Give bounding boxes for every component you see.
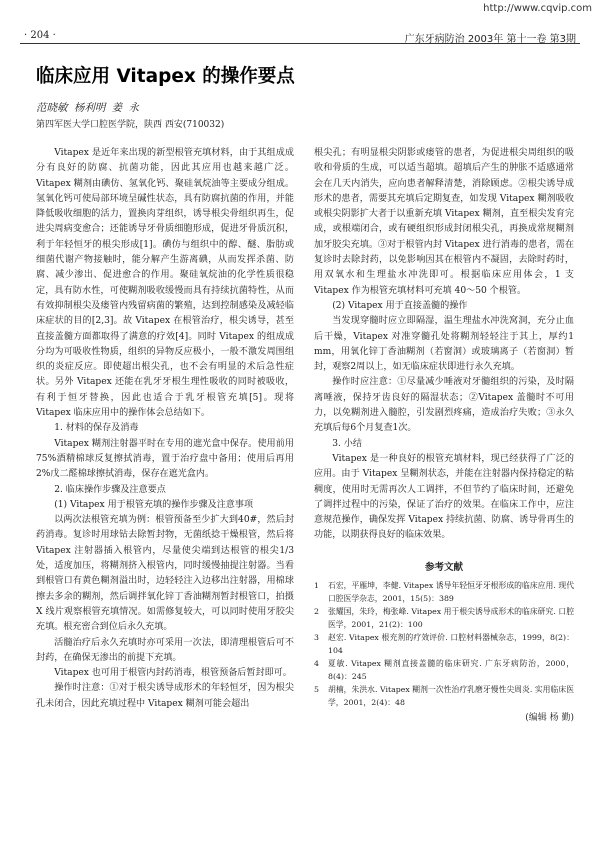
reference-text: 石宏，平雁坤，李健. Vitapex 诱导年轻恒牙牙根形成的临床应用. 现代口腔医学杂志，2001，15(5)：389 <box>328 581 574 604</box>
section-2-1-paragraph: 以两次法根管充填为例：根管预备至少扩大到40#，然后封药消毒。复诊时用球钻去除暂封物，无菌纸捻干燥根管，然后将 Vitapex 注射器插入根管内，尽量使尖端到达根管的根尖1/3处，适度加压，将糊剂挤入根管内，同时缓慢抽提注射器。当看到根管口有黄色糊剂溢出时，边轻轻注入边移出注射器，用棉球擦去多余的糊剂，然后调拌氧化锌丁香油糊剂暂封根管口，拍摄 X 线片观察根管充填情况。如需修复较大，可以同时使用牙胶尖充填。根充密合到位后永久充填。 <box>36 515 294 633</box>
right-column <box>314 146 574 826</box>
reference-number: 4 <box>314 659 319 669</box>
reference-number: 2 <box>314 607 319 617</box>
reference-list <box>314 579 574 709</box>
page-number: · 204 · <box>24 30 56 41</box>
continued-paragraph: 根尖孔；有明显根尖阴影或瘘管的患者，为促进根尖周组织的吸收和骨质的生成，可以适当超填。超填后产生的肿胀不适感通常会在几天内消失，应向患者解释清楚，消除顾虑。②根尖诱导成形术的患者，需要其充填后定期复查，如发现 Vitapex 糊剂吸收或根尖阴影扩大者于以重新充填 Vitapex 糊剂，直至根尖发育完成，或根端闭合，或有硬组织形成封闭根尖孔，再换成常规糊剂加牙胶尖充填。③对于根管内封 Vitapex 进行消毒的患者，需在复诊时去除封药，以免影响因其在根管内不凝固，去除时药时，用双氧水和生理盐水冲洗即可。根据临床应用体会，1 支 Vitapex 作为根管充填材料可充填 40～50 个根管。 <box>314 148 574 296</box>
reference-text: 张耀国，朱玲，梅张峰. Vitapex 用于根尖诱导成形术的临床研究. 口腔医学，2001，21(2)：100 <box>328 607 574 630</box>
references-heading: 参考文献 <box>424 561 463 573</box>
reference-item <box>314 683 574 709</box>
editor-note: (编辑 杨 勤) <box>525 713 574 724</box>
section-2-2-heading: (2) Vitapex 用于直接盖髓的操作 <box>332 300 468 311</box>
section-1-paragraph: Vitapex 糊剂注射器平时在专用的遮光盒中保存。使用前用75%酒精棉球反复擦拭消毒，置于治疗盘中备用；使用后再用2%戊二醛棉球擦拭消毒，保存在遮光盒内。 <box>36 438 294 480</box>
reference-item <box>314 579 574 605</box>
watermark-url: http://www.cqvip.com <box>483 3 592 14</box>
section-3-paragraph: Vitapex 是一种良好的根管充填材料，现已经获得了广泛的应用。由于 Vitapex 呈糊剂状态，并能在注射器内保持稳定的粘稠度，使用时无需再次人工调拌，不但节约了临床时间，还避免了调拌过程中的污染，保证了治疗的效果。在临床工作中，应注意规范操作，确保发挥 Vitapex 持续抗菌、防腐、诱导骨再生的功能，以期获得良好的临床效果。 <box>314 453 574 541</box>
section-3-heading: 3. 小结 <box>332 438 362 449</box>
reference-number: 3 <box>314 633 319 643</box>
authors: 范晓敏 杨利明 姜 永 <box>36 102 140 114</box>
section-2-2-paragraph: 操作时应注意：①尽量减少唾液对牙髓组织的污染，及时隔离唾液，保持牙齿良好的隔湿状态；②Vitapex 盖髓时不可用力，以免糊剂进入髓腔，引发剧烈疼痛，造成治疗失败；③永久充填后每6个月复查1次。 <box>314 377 574 434</box>
reference-number: 1 <box>314 581 319 591</box>
intro-paragraph: Vitapex 是近年来出现的新型根管充填材料，由于其组成成分有良好的防腐、抗菌功能，因此其应用也越来越广泛。Vitapex 糊剂由碘仿、氢氧化钙、聚硅氧烷油等主要成分组成。氢氧化钙可使局部环境呈碱性状态，具有防腐抗菌的作用，并能降低吸收细胞的活力，置换肉芽组织，诱导根尖骨组织再生，促进尖周病变愈合；还能诱导牙骨质细胞形成，促进牙骨质沉积，利于年轻恒牙的根尖形成[1]。碘仿与组织中的醇、醚、脂肪或细菌代谢产物接触时，能分解产生游离碘，从而发挥杀菌、防腐、减少渗出、促进愈合的作用。聚硅氧烷油的化学性质很稳定，具有防水性，可使糊剂吸收缓慢而具有持续抗菌特性，从而有效抑制根尖及瘘管内残留病菌的繁殖，达到控制感染及减轻临床症状的目的[2,3]。故 Vitapex 在根管治疗，根尖诱导，甚至直接盖髓方面都取得了满意的疗效[4]。同时 Vitapex 的组成成分均为可吸收性物质，组织的异物反应极小，一般不激发周围组织的炎症反应。即使超出根尖孔，也不会有明显的术后急性症状。另外 Vitapex 还能在乳牙牙根生理性吸收的同时被吸收，有利于恒牙替换，因此也适合于乳牙根管充填[5]。现将 Vitapex 临床应用中的操作体会总结如下。 <box>36 148 294 419</box>
affiliation: 第四军医大学口腔医学院，陕西 西安(710032) <box>36 120 225 130</box>
reference-item <box>314 657 574 683</box>
article-title: 临床应用 Vitapex 的操作要点 <box>36 66 295 87</box>
reference-text: 胡楠，朱洪水. Vitapex 糊剂一次性治疗乳磨牙慢性尖周炎. 实用临床医学，2001，2(4)：48 <box>328 685 574 708</box>
reference-text: 赵宏. Vitapex 根充剂的疗效评价. 口腔材料器械杂志，1999，8(2)：104 <box>328 633 574 656</box>
running-head <box>20 28 580 44</box>
section-2-1-heading: (1) Vitapex 用于根管充填的操作步骤及注意事项 <box>54 499 254 510</box>
section-2-2-paragraph: 当发现穿髓时应立即隔湿，温生理盐水冲洗窝洞，充分止血后干燥，Vitapex 对准穿髓孔处将糊剂轻轻注于其上，厚约1 mm，用氧化锌丁香油糊剂（若窗洞）或玻璃离子（若窗洞）暂封，观察2周以上，如无临床症状即进行永久充填。 <box>314 316 574 373</box>
left-column <box>36 146 294 796</box>
section-2-1-paragraph: 活髓治疗后永久充填时亦可采用一次法，即清理根管后可不封药，在确保无渗出的前提下充填。 <box>36 637 294 663</box>
reference-text: 夏敏. Vitapex 糊剂直接盖髓的临床研究. 广东牙病防治，2000，8(4)：245 <box>328 659 574 682</box>
reference-item <box>314 605 574 631</box>
section-2-heading: 2. 临床操作步骤及注意要点 <box>54 484 166 495</box>
section-2-1-paragraph: 操作时注意：①对于根尖诱导成形术的年轻恒牙，因为根尖孔未闭合，因此充填过程中 Vitapex 糊剂可能会超出 <box>36 683 294 709</box>
journal-info: 广东牙病防治 2003年 第十一卷 第3期 <box>404 34 576 45</box>
reference-item <box>314 631 574 657</box>
section-1-heading: 1. 材料的保存及消毒 <box>54 423 139 434</box>
section-2-1-paragraph: Vitapex 也可用于根管内封药消毒，根管预备后暂封即可。 <box>54 668 292 679</box>
reference-number: 5 <box>314 685 319 695</box>
